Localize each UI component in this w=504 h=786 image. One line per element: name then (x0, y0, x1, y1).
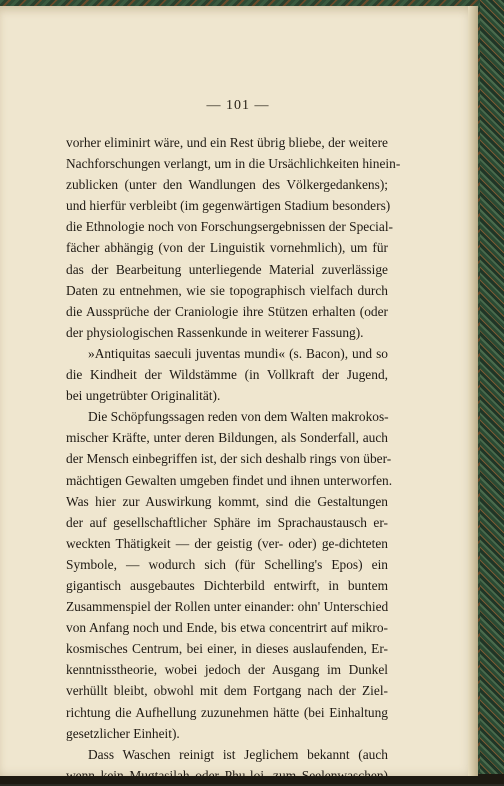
text-line: fächer abhängig (von der Linguistik vornehmlich), um für (66, 240, 388, 256)
text-line: wenn kein Mugtasilah oder Phu-loi, zum Seelenwaschen) (66, 767, 388, 783)
text-line: gesetzlicher Einheit). (66, 725, 180, 741)
text-line: das der Bearbeitung unterliegende Material zuverlässige (66, 261, 388, 277)
text-line: von Anfang noch und Ende, bis etwa concentrirt auf mikro- (66, 620, 388, 636)
text-line: mischer Kräfte, unter deren Bildungen, als Sonderfall, auch (66, 430, 388, 446)
text-line: die Ethnologie noch von Forschungsergebnissen der Special- (66, 219, 394, 235)
text-line: bei ungetrübter Originalität). (66, 388, 221, 404)
text-line: Was hier zur Auswirkung kommt, sind die Gestaltungen (66, 493, 388, 509)
text-line: vorher eliminirt wäre, und ein Rest übrig bliebe, der weitere (66, 135, 388, 150)
text-line: Nachforschungen verlangt, um in die Ursächlichkeiten hinein- (66, 156, 401, 172)
text-line: mächtigen Gewalten umgeben findet und ihnen unterworfen. (66, 472, 393, 488)
text-line: Dass Waschen reinigt ist Jeglichem bekannt (auch (88, 746, 388, 762)
text-line: Daten zu entnehmen, wie sie topographisch vielfach durch (66, 282, 388, 298)
text-line: »Antiquitas saeculi juventas mundi« (s. Bacon), und so (88, 345, 388, 361)
text-line: der Mensch einbegriffen ist, der sich deshalb rings von über- (66, 451, 392, 467)
text-line: der physiologischen Rassenkunde in weiterer Fassung). (66, 324, 364, 340)
text-line: richtung die Aufhellung zuzunehmen hätte (bei Einhaltung (66, 704, 388, 720)
text-line: weckten Thätigkeit — der geistig (ver- oder) ge-dichteten (66, 535, 388, 551)
text-line: und hierfür verbleibt (im gegenwärtigen Stadium besonders) (66, 198, 391, 214)
book-page (0, 6, 476, 783)
text-line: Die Schöpfungssagen reden von dem Walten makrokos- (88, 409, 389, 425)
text-line: die Kindheit der Wildstämme (in Vollkraft der Jugend, (66, 367, 388, 383)
text-line: kenntnisstheorie, wobei jedoch der Ausgang im Dunkel (66, 662, 388, 678)
page-edge (468, 6, 478, 776)
text-line: zublicken (unter den Wandlungen des Völkergedankens); (66, 177, 388, 193)
body-text (66, 132, 401, 786)
text-line: verhüllt bleibt, obwohl mit dem Fortgang nach der Ziel- (66, 683, 388, 699)
text-line: der auf gesellschaftlicher Sphäre im Sprachaustausch er- (66, 514, 388, 530)
background-marbled-edge (480, 0, 504, 784)
text-line: kosmisches Centrum, bei einer, in dieses auslaufenden, Er- (66, 641, 388, 657)
text-line: die Aussprüche der Craniologie ihre Stützen erhalten (oder (66, 303, 388, 319)
text-line: Symbole, — wodurch sich (für Schelling's Epos) ein (66, 556, 388, 572)
text-line: gigantisch ausgebautes Dichterbild entwirft, in buntem (66, 577, 388, 593)
page-number: — 101 — (206, 98, 270, 113)
text-line: Zusammenspiel der Rollen unter einander: ohn' Unterschied (66, 599, 389, 615)
